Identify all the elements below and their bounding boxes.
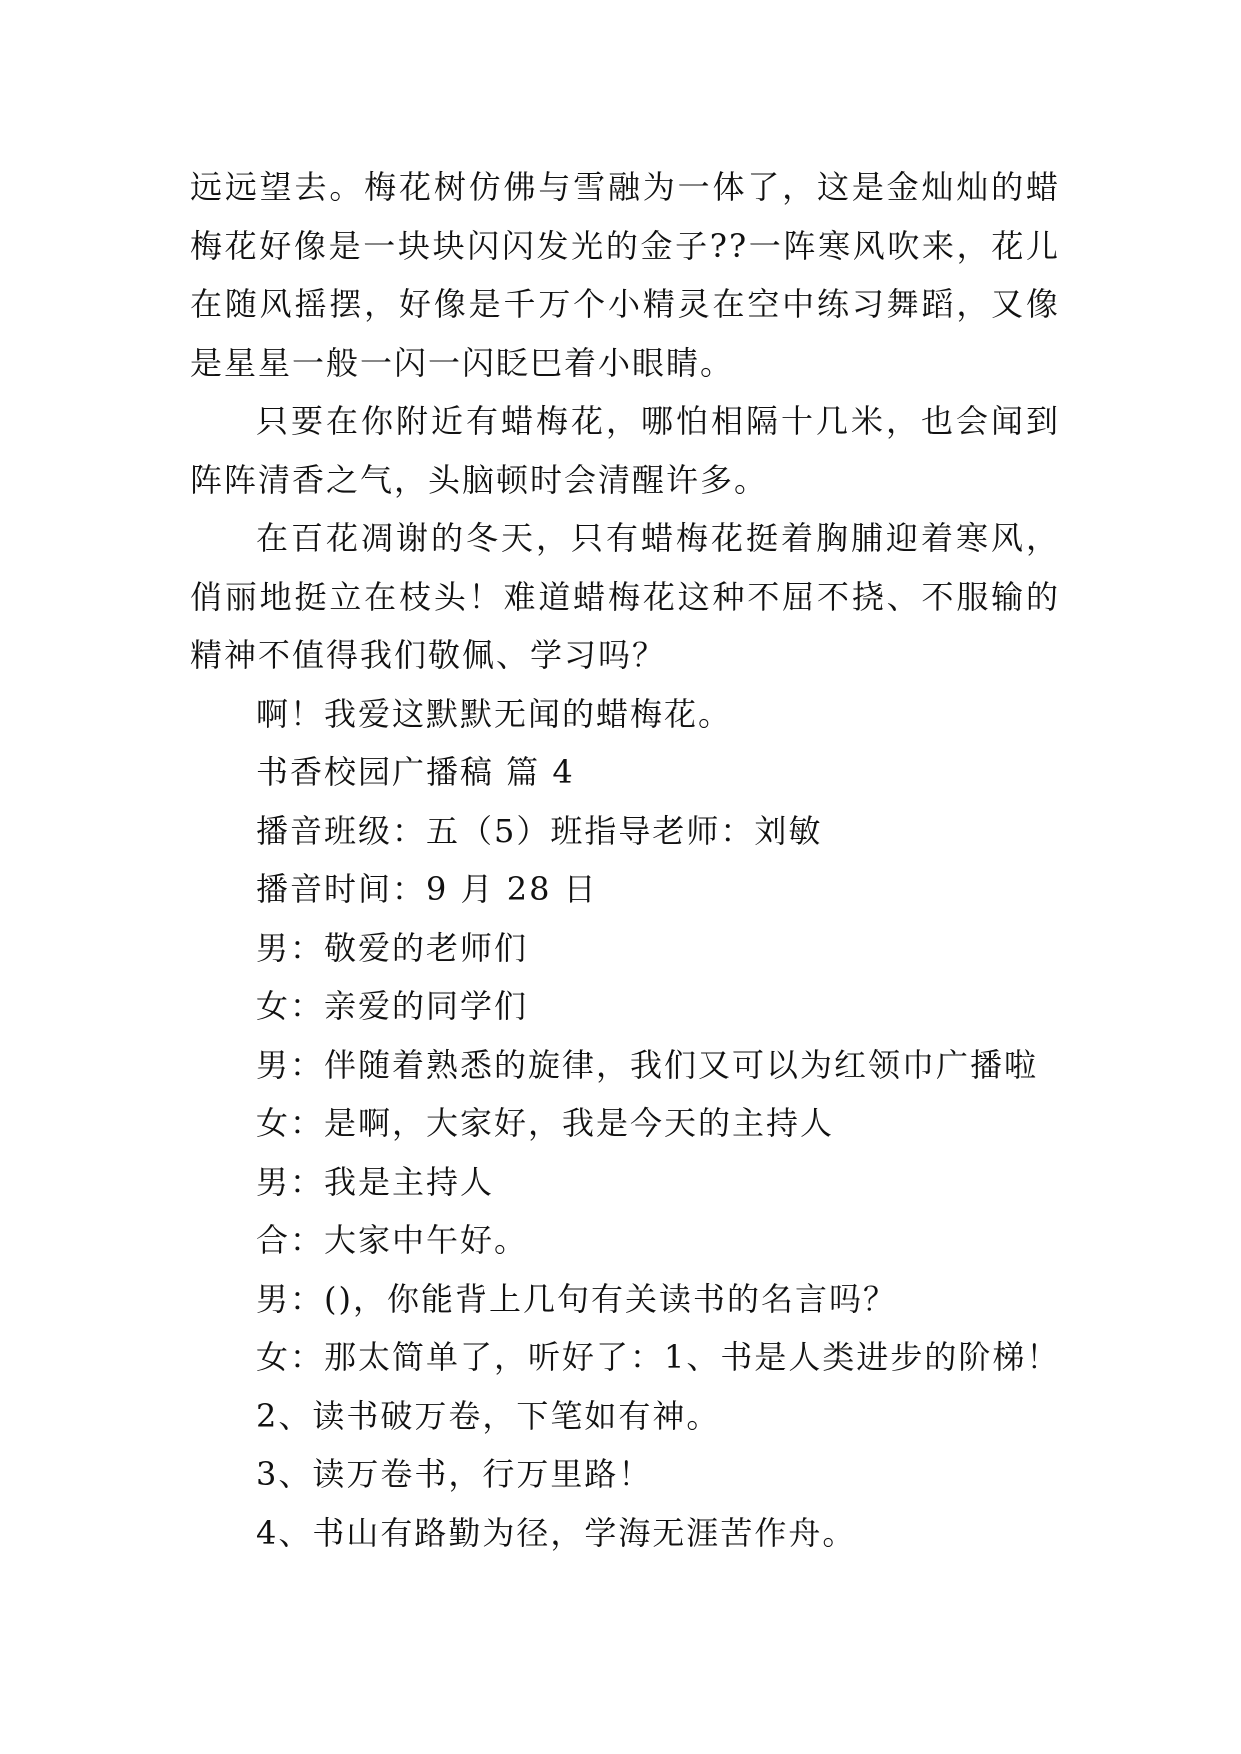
- dialogue-line: 女：亲爱的同学们: [256, 987, 529, 1025]
- dialogue-line: 男：我是主持人: [256, 1162, 495, 1201]
- dialogue-line: 女：是啊，大家好，我是今天的主持人: [256, 1104, 835, 1142]
- dialogue-line: 合：大家中午好。: [256, 1221, 529, 1259]
- text-line: 播音时间：9 月 28 日: [256, 870, 598, 908]
- quote-line: 4、书山有路勤为径，学海无涯苦作舟。: [256, 1513, 857, 1552]
- paragraph-plum-spirit: 在百花凋谢的冬天，只有蜡梅花挺着胸脯迎着寒风，俏丽地挺立在枝头！难道蜡梅花这种不屈不挠、不服输的精神不值得我们敬佩、学习吗？: [190, 519, 1060, 674]
- text-line: 播音班级：五（5）班指导老师：刘敏: [256, 811, 823, 850]
- section-heading: 书香校园广播稿 篇 4: [256, 753, 575, 791]
- quote-line: 3、读万卷书，行万里路！: [256, 1455, 653, 1493]
- dialogue-line: 女：那太简单了，听好了：1、书是人类进步的阶梯！: [256, 1338, 1061, 1376]
- paragraph-plum-blossom-view: 远远望去。梅花树仿佛与雪融为一体了，这是金灿灿的蜡梅花好像是一块块闪闪发光的金子??一阵寒风吹来，花儿在随风摇摆，好像是千万个小精灵在空中练习舞蹈，又像是星星一般一闪一闪眨巴着小眼睛。: [190, 168, 1060, 382]
- text-line: 啊！我爱这默默无闻的蜡梅花。: [256, 694, 733, 733]
- dialogue-line: 男：敬爱的老师们: [256, 928, 529, 967]
- paragraph-plum-fragrance: 只要在你附近有蜡梅花，哪怕相隔十几米，也会闻到阵阵清香之气，头脑顿时会清醒许多。: [190, 402, 1060, 499]
- dialogue-line: 男：()，你能背上几句有关读书的名言吗？: [256, 1279, 897, 1318]
- document-body: [190, 158, 1060, 1562]
- dialogue-line: 男：伴随着熟悉的旋律，我们又可以为红领巾广播啦: [256, 1045, 1039, 1084]
- quote-line: 2、读书破万卷，下笔如有神。: [256, 1396, 721, 1435]
